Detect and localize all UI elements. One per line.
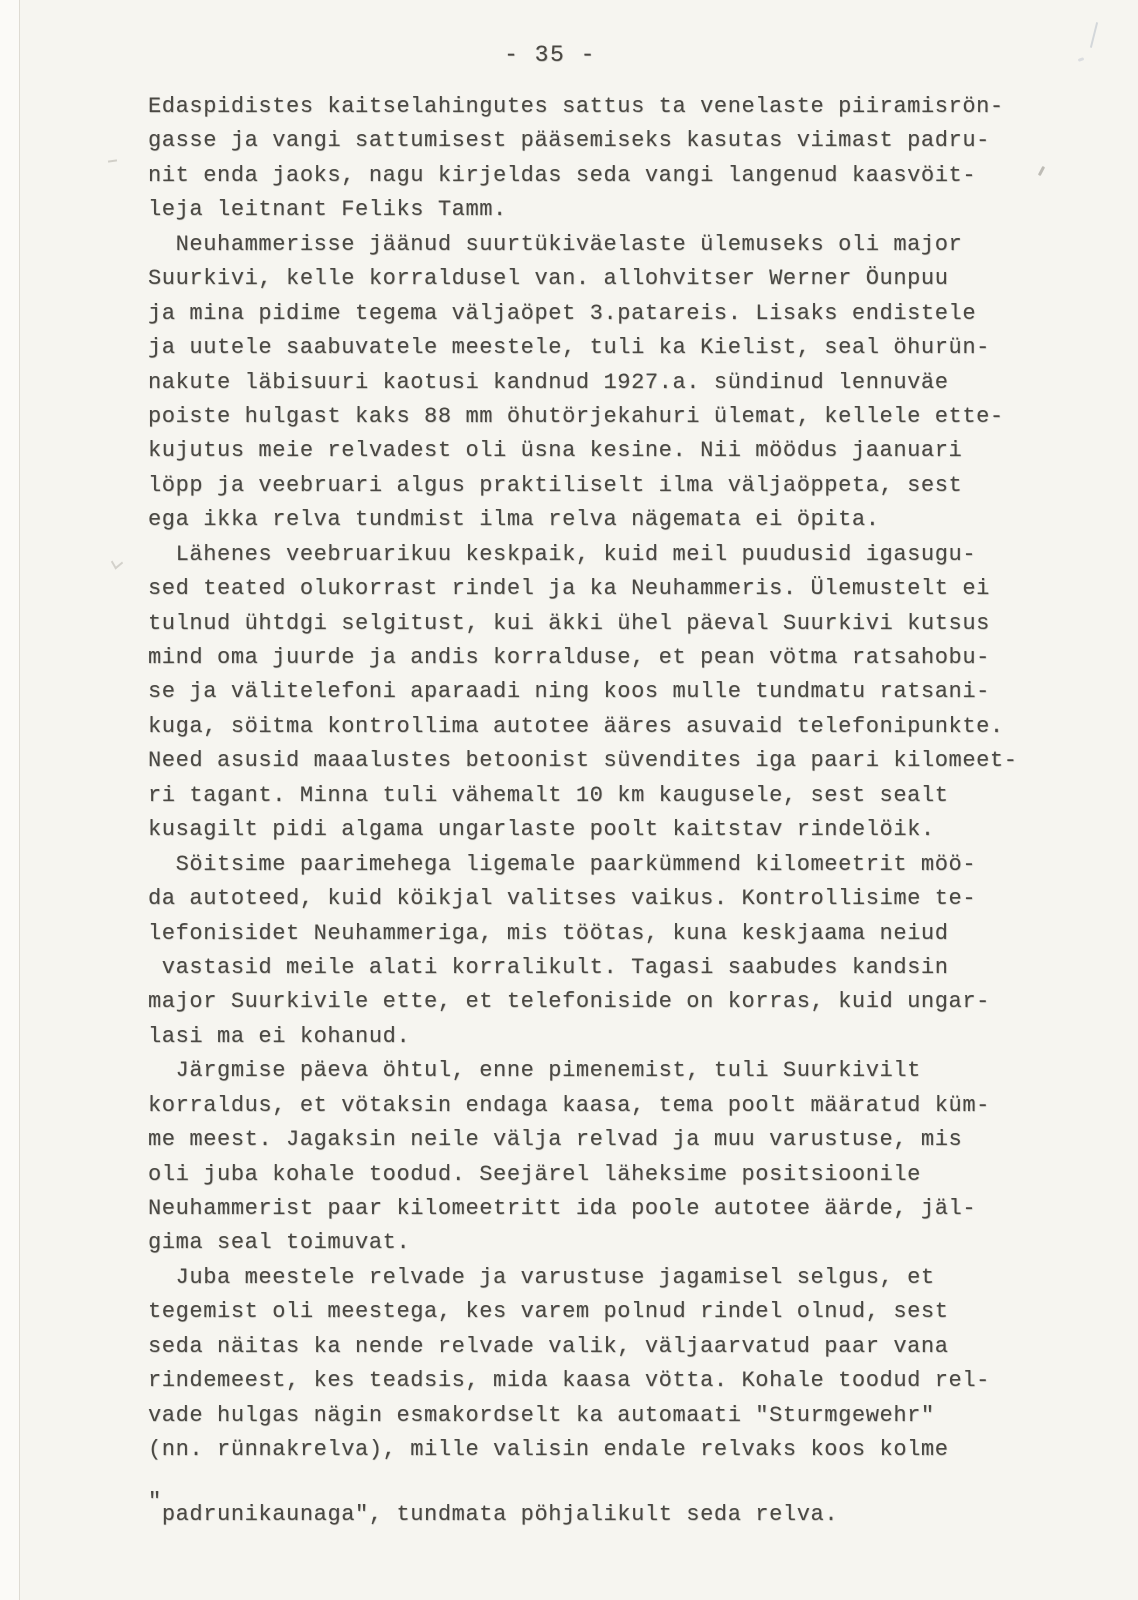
paragraph	[148, 90, 1018, 228]
text-line: mind oma juurde ja andis korralduse, et pean vötma ratsahobu-	[148, 645, 990, 670]
text-line: lefonisidet Neuhammeriga, mis töötas, kuna keskjaama neiud	[148, 920, 949, 946]
text-line: se ja välitelefoni aparaadi ning koos mulle tundmatu ratsani-	[148, 679, 990, 705]
text-line: da autoteed, kuid köikjal valitses vaikus. Kontrollisime te-	[148, 886, 977, 912]
closing-line	[148, 1488, 1018, 1532]
text-line: kujutus meie relvadest oli üsna kesine. Nii möödus jaanuari	[148, 438, 963, 464]
text-line: seda näitas ka nende relvade valik, väljaarvatud paar vana	[148, 1333, 949, 1359]
text-line: ega ikka relva tundmist ilma relva nägemata ei öpita.	[148, 507, 880, 533]
text-line: kusagilt pidi algama ungarlaste poolt kaitstav rindelöik.	[148, 817, 935, 843]
text-line: Lähenes veebruarikuu keskpaik, kuid meil puudusid igasugu-	[148, 541, 977, 567]
paragraphs-container	[148, 90, 1018, 1468]
text-line: oli juba kohale toodud. Seejärel läheksime positsioonile	[148, 1161, 921, 1187]
text-block	[148, 90, 1018, 1532]
text-line: major Suurkivile ette, et telefoniside on korras, kuid ungar-	[148, 989, 990, 1015]
paragraph	[148, 848, 1018, 1055]
text-line: Neuhammerist paar kilomeetritt ida poole autotee äärde, jäl-	[148, 1196, 977, 1221]
text-line: tegemist oli meestega, kes varem polnud rindel olnud, sest	[148, 1299, 949, 1325]
text-line: vastasid meile alati korralikult. Tagasi saabudes kandsin	[148, 954, 949, 980]
text-line: löpp ja veebruari algus praktiliselt ilma väljaöppeta, sest	[148, 472, 963, 498]
text-line: Neuhammerisse jäänud suurtükiväelaste ülemuseks oli major	[148, 231, 963, 257]
paragraph	[148, 538, 1018, 848]
paragraph	[148, 1261, 1018, 1468]
text-line: lasi ma ei kohanud.	[148, 1023, 411, 1049]
text-line: (nn. rünnakrelva), mille valisin endale relvaks koos kolme	[148, 1437, 949, 1463]
text-line: gasse ja vangi sattumisest pääsemiseks kasutas viimast padru-	[148, 128, 990, 154]
text-line: Edaspidistes kaitselahingutes sattus ta venelaste piiramisrön-	[148, 94, 1004, 119]
text-line: Suurkivi, kelle korraldusel van. allohvitser Werner Öunpuu	[148, 266, 949, 292]
text-line: nit enda jaoks, nagu kirjeldas seda vangi langenud kaasvöit-	[148, 162, 977, 188]
text-line: ja mina pidime tegema väljaöpet 3.patareis. Lisaks endistele	[148, 300, 977, 326]
text-line: Järgmise päeva öhtul, enne pimenemist, tuli Suurkivilt	[148, 1058, 921, 1084]
pen-mark	[1090, 22, 1098, 48]
text-line: leja leitnant Feliks Tamm.	[148, 197, 507, 223]
scan-speck	[111, 555, 123, 569]
text-line: gima seal toimuvat.	[148, 1230, 411, 1256]
text-line: poiste hulgast kaks 88 mm öhutörjekahuri ülemat, kellele ette-	[148, 403, 1004, 429]
text-line: nakute läbisuuri kaotusi kandnud 1927.a. sündinud lennuväe	[148, 369, 949, 395]
paragraph	[148, 1054, 1018, 1261]
text-line: Söitsime paarimehega ligemale paarkümmend kilomeetrit möö-	[148, 851, 977, 877]
closing-line-text: padrunikaunaga", tundmata pöhjalikult seda relva.	[161, 1501, 839, 1527]
text-line: Juba meestele relvade ja varustuse jagamisel selgus, et	[148, 1264, 935, 1290]
text-line: Need asusid maaalustes betoonist süvendites iga paari kilomeet-	[148, 748, 1018, 774]
text-line: ja uutele saabuvatele meestele, tuli ka Kielist, seal öhurün-	[148, 335, 990, 361]
text-line: me meest. Jagaksin neile välja relvad ja muu varustuse, mis	[148, 1127, 963, 1153]
page-edge-shadow	[0, 0, 20, 1600]
page-number: - 35 -	[504, 42, 596, 68]
text-line: vade hulgas nägin esmakordselt ka automaati "Sturmgewehr"	[148, 1402, 935, 1428]
text-line: ri tagant. Minna tuli vähemalt 10 km kaugusele, sest sealt	[148, 782, 949, 808]
text-line: tulnud ühtdgi selgitust, kui äkki ühel päeval Suurkivi kutsus	[148, 610, 990, 636]
raised-quote-mark: "	[148, 1488, 162, 1514]
scan-speck	[108, 159, 117, 162]
text-line: sed teated olukorrast rindel ja ka Neuhammeris. Ülemustelt ei	[148, 576, 990, 602]
text-line: rindemeest, kes teadsis, mida kaasa vötta. Kohale toodud rel-	[148, 1368, 990, 1394]
text-line: kuga, söitma kontrollima autotee ääres asuvaid telefonipunkte.	[148, 713, 1004, 739]
paragraph	[148, 228, 1018, 538]
scan-speck	[1038, 166, 1045, 176]
text-line: korraldus, et vötaksin endaga kaasa, tema poolt määratud küm-	[148, 1092, 990, 1118]
